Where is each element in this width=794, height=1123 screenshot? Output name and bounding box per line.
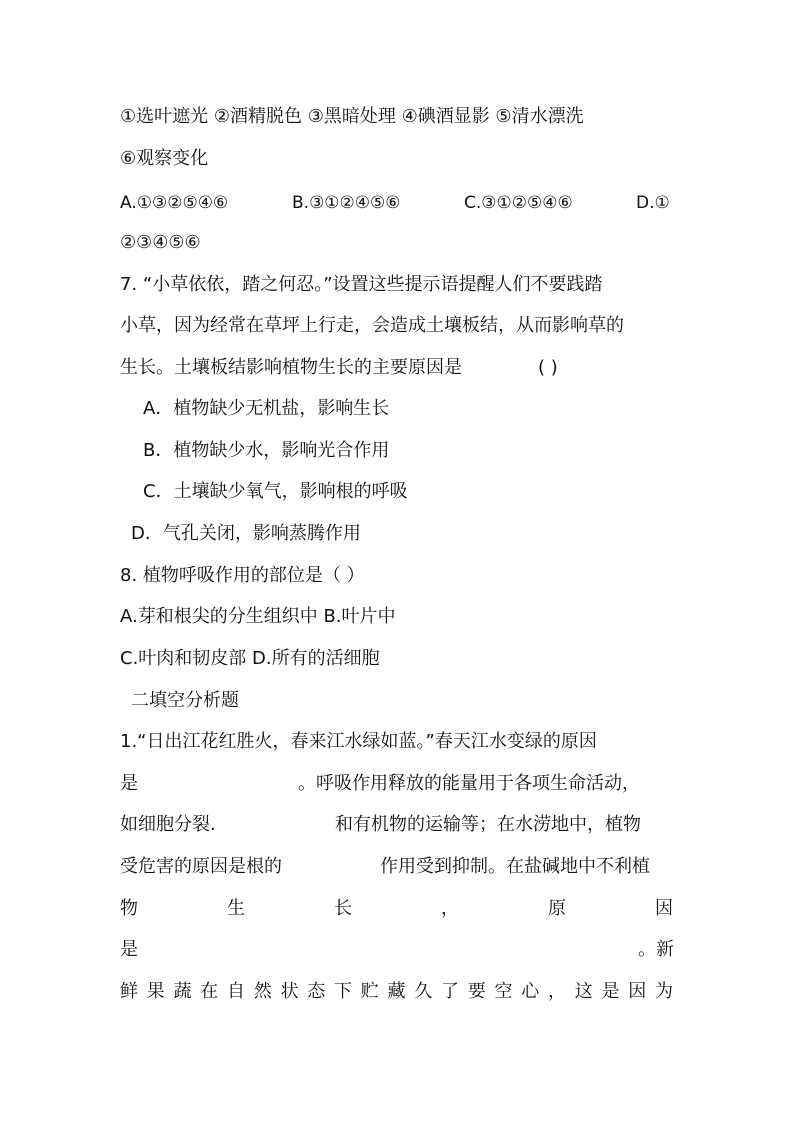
fill1-line7-char: 为	[655, 981, 673, 1002]
fill1-line6-start: 是	[120, 939, 138, 960]
fill1-line1: 1.“日出江花红胜火，春来江水绿如蓝。”春天江水变绿的原因	[120, 731, 597, 752]
fill1-line5-word: 因	[655, 898, 673, 919]
fill1-line7-char: 了	[441, 981, 459, 1002]
section-title: 二填空分析题	[131, 690, 239, 711]
q7-option-a: A．植物缺少无机盐，影响生长	[143, 398, 390, 419]
fill1-line5-word: 长	[334, 898, 352, 919]
fill1-line5-word: 生	[227, 898, 245, 919]
fill1-line5-word: 原	[548, 898, 566, 919]
fill1-line7-char: 贮	[360, 981, 379, 1002]
q6-steps-line2: ⑥观察变化	[120, 148, 209, 169]
q7-stem-line3: 生长。土壤板结影响植物生长的主要原因是	[120, 357, 462, 378]
fill1-line7-char: 鲜	[120, 981, 138, 1002]
q6-option-c: C.③①②⑤④⑥	[464, 193, 573, 213]
fill1-line3-end: 和有机物的运输等；在水涝地中，植物	[335, 814, 641, 835]
fill1-line7	[120, 979, 673, 1005]
fill1-line5-word: 物	[120, 898, 138, 919]
fill1-line7-char: 空	[494, 981, 513, 1002]
fill1-line7-char: 久	[414, 981, 433, 1002]
fill1-line7-char: 这	[574, 981, 593, 1002]
fill1-line4-end: 作用受到抑制。在盐碱地中不利植	[380, 856, 650, 877]
fill1-line2-end: 。呼吸作用释放的能量用于各项生命活动，	[298, 773, 640, 794]
q7-option-d: D．气孔关闭，影响蒸腾作用	[131, 523, 361, 544]
fill1-line6-end: 。新	[638, 939, 674, 960]
fill1-line5-word: ，	[441, 898, 459, 919]
q6-option-d-continued: ②③④⑤⑥	[120, 232, 201, 253]
q8-stem: 8. 植物呼吸作用的部位是（ ）	[120, 565, 365, 586]
fill1-line7-char: 在	[200, 981, 219, 1002]
fill1-line7-char: 然	[253, 981, 272, 1002]
fill1-line7-char: 自	[227, 981, 245, 1002]
q7-stem-line1: 7. “小草依依，踏之何忍。”设置这些提示语提醒人们不要践踏	[120, 274, 603, 295]
q6-option-a: A.①③②⑤④⑥	[120, 193, 229, 213]
q7-option-c: C．土壤缺少氧气，影响根的呼吸	[143, 481, 408, 502]
fill1-line7-char: 藏	[387, 981, 406, 1002]
fill1-line7-char: ，	[548, 981, 566, 1002]
fill1-line7-char: 心	[521, 981, 540, 1002]
fill1-line4-start: 受危害的原因是根的	[120, 856, 282, 877]
q6-option-d: D.①	[636, 193, 670, 213]
fill1-line2-start: 是	[120, 773, 138, 794]
fill1-line7-char: 因	[628, 981, 647, 1002]
fill1-line7-char: 是	[601, 981, 620, 1002]
fill1-line7-char: 下	[334, 981, 352, 1002]
fill1-line7-char: 蔬	[173, 981, 192, 1002]
q8-options-ab: A.芽和根尖的分生组织中 B.叶片中	[120, 606, 396, 627]
q7-stem-line2: 小草，因为经常在草坪上行走，会造成土壤板结，从而影响草的	[120, 315, 624, 336]
fill1-line5	[120, 896, 673, 922]
fill1-line7-char: 态	[307, 981, 326, 1002]
q7-answer-paren: ( )	[538, 357, 558, 378]
fill1-line7-char: 果	[146, 981, 165, 1002]
fill1-line7-char: 状	[280, 981, 299, 1002]
fill1-line3-start: 如细胞分裂.	[120, 814, 216, 835]
q7-option-b: B．植物缺少水，影响光合作用	[143, 440, 390, 461]
q6-steps-line1: ①选叶遮光 ②酒精脱色 ③黑暗处理 ④碘酒显影 ⑤清水漂洗	[120, 106, 584, 127]
fill1-line7-char: 要	[467, 981, 486, 1002]
q8-options-cd: C.叶肉和韧皮部 D.所有的活细胞	[120, 648, 380, 669]
q6-option-b: B.③①②④⑤⑥	[292, 193, 401, 213]
